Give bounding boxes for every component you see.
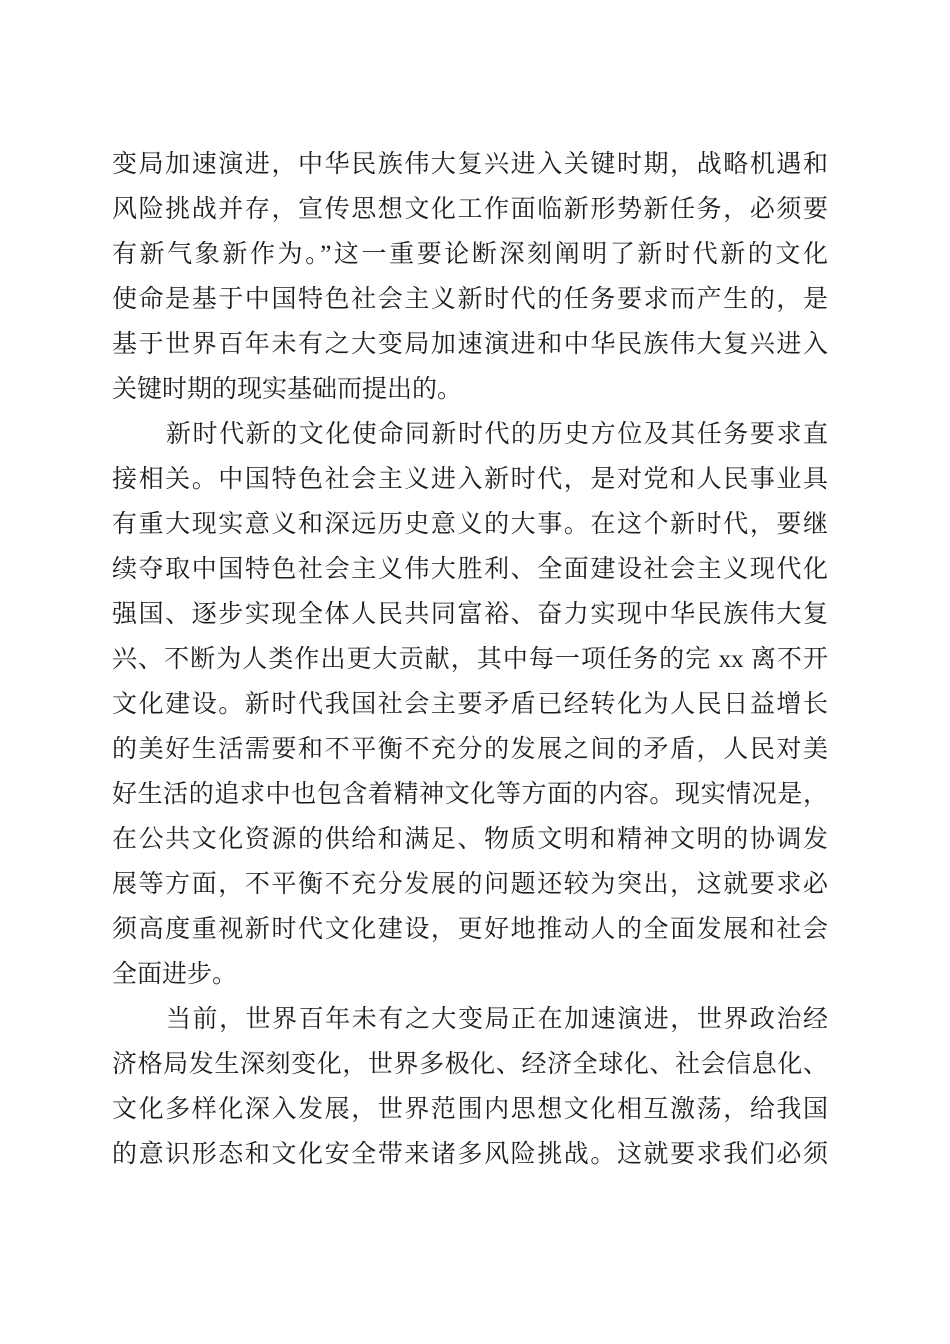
text-line: 文化建设。新时代我国社会主要矛盾已经转化为人民日益增长 bbox=[112, 691, 828, 718]
paragraph-2 bbox=[112, 412, 828, 997]
text-line: 风险挑战并存，宣传思想文化工作面临新形势新任务，必须要 bbox=[112, 196, 828, 223]
paragraph-3 bbox=[112, 997, 828, 1177]
text-line: 须高度重视新时代文化建设，更好地推动人的全面发展和社会 bbox=[112, 916, 828, 943]
text-line: 新时代新的文化使命同新时代的历史方位及其任务要求直 bbox=[166, 421, 828, 448]
text-line: 在公共文化资源的供给和满足、物质文明和精神文明的协调发 bbox=[112, 826, 828, 853]
text-line: 有新气象新作为。”这一重要论断深刻阐明了新时代新的文化 bbox=[112, 241, 828, 268]
paragraph-1 bbox=[112, 142, 828, 412]
text-line: 变局加速演进，中华民族伟大复兴进入关键时期，战略机遇和 bbox=[112, 151, 828, 178]
text-line: 济格局发生深刻变化，世界多极化、经济全球化、社会信息化、 bbox=[112, 1051, 828, 1078]
text-line: 有重大现实意义和深远历史意义的大事。在这个新时代，要继 bbox=[112, 511, 828, 538]
text-line: 强国、逐步实现全体人民共同富裕、奋力实现中华民族伟大复 bbox=[112, 601, 828, 628]
text-line: 续夺取中国特色社会主义伟大胜利、全面建设社会主义现代化 bbox=[112, 556, 828, 583]
text-line: 好生活的追求中也包含着精神文化等方面的内容。现实情况是， bbox=[112, 781, 828, 808]
text-line: 关键时期的现实基础而提出的。 bbox=[112, 376, 463, 403]
text-line: 全面进步。 bbox=[112, 961, 238, 988]
text-line: 基于世界百年未有之大变局加速演进和中华民族伟大复兴进入 bbox=[112, 331, 828, 358]
text-line: 文化多样化深入发展，世界范围内思想文化相互激荡，给我国 bbox=[112, 1096, 828, 1123]
text-line: 当前，世界百年未有之大变局正在加速演进，世界政治经 bbox=[166, 1006, 828, 1033]
text-line: 接相关。中国特色社会主义进入新时代，是对党和人民事业具 bbox=[112, 466, 828, 493]
text-line: 展等方面，不平衡不充分发展的问题还较为突出，这就要求必 bbox=[112, 871, 828, 898]
text-line: 使命是基于中国特色社会主义新时代的任务要求而产生的，是 bbox=[112, 286, 828, 313]
text-line: 的意识形态和文化安全带来诸多风险挑战。这就要求我们必须 bbox=[112, 1141, 828, 1168]
text-line: 兴、不断为人类作出更大贡献，其中每一项任务的完 xx 离不开 bbox=[112, 646, 828, 673]
text-line: 的美好生活需要和不平衡不充分的发展之间的矛盾，人民对美 bbox=[112, 736, 828, 763]
